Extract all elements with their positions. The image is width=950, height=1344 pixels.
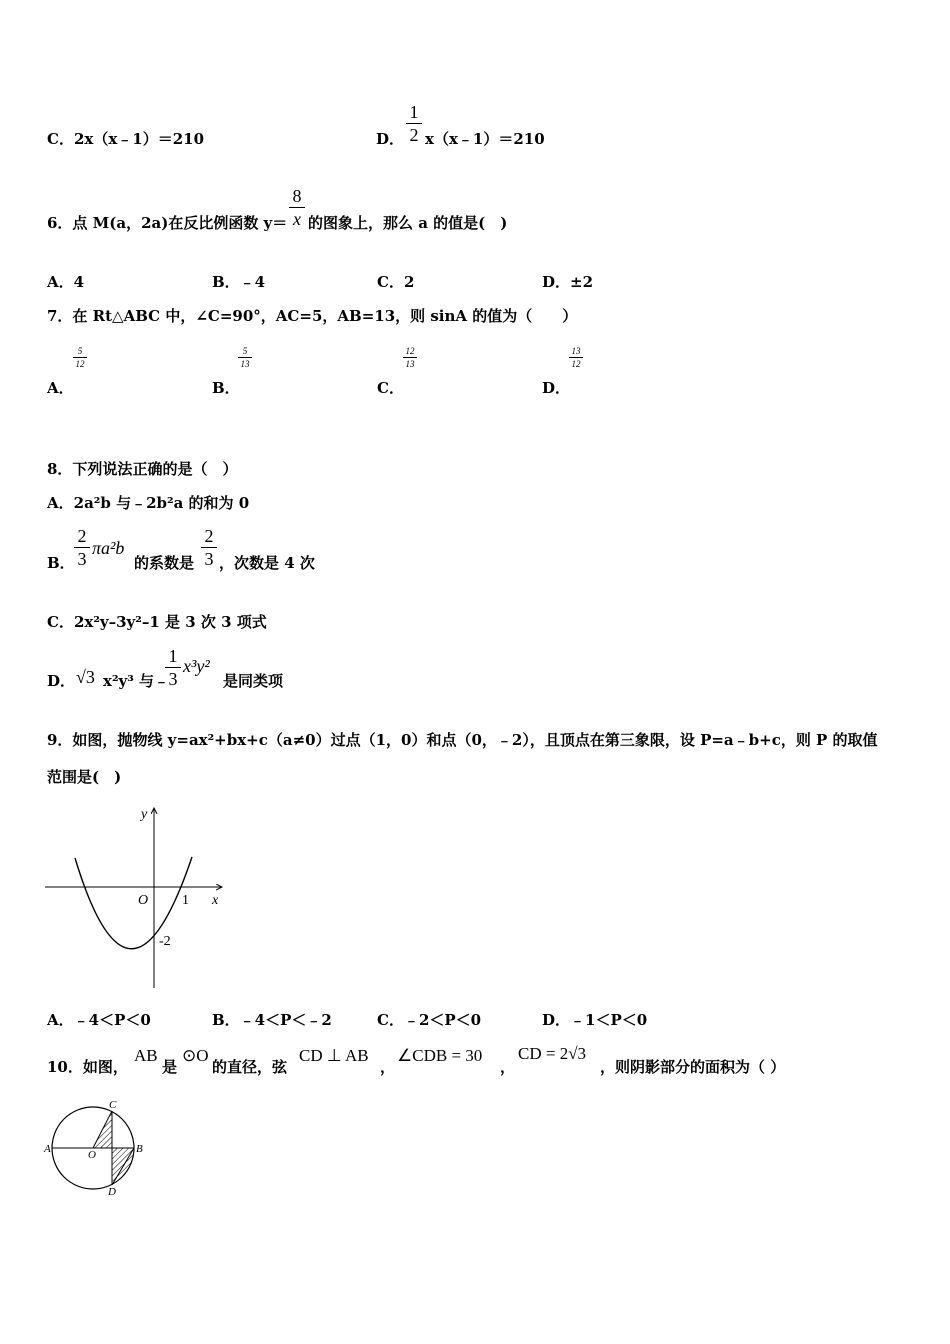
q10-stem-part-1: 10．如图， [47,1058,128,1076]
q8-stem: 8．下列说法正确的是（ ） [47,460,238,478]
q10-stem-part-4: ， [380,1058,396,1076]
q7-option-d-label: D． [542,379,571,397]
q9-option-c: C．﹣2＜P＜0 [377,1011,482,1029]
q6-fraction-numerator: 8 [292,186,302,206]
q6-fraction-denominator: x [293,209,301,229]
q7-stem: 7．在 Rt△ABC 中，∠C=90°，AC=5，AB=13，则 sinA 的值为（ ） [47,307,578,325]
q8-option-d-numerator: 1 [168,646,178,666]
q6-fraction [289,186,305,229]
q7-option-b-label: B． [212,379,240,397]
q7-option-a-numerator: 5 [77,346,83,356]
q6-stem-prefix: 6．点 M(a，2a)在反比例函数 y＝ [47,214,288,232]
q9-stem-line-2: 范围是( ) [47,768,122,786]
q9-option-b: B．﹣4＜P＜﹣2 [212,1011,332,1029]
q8-option-b-numerator-2: 2 [204,526,214,546]
q8-option-b-numerator: 2 [77,526,87,546]
q7-option-c-numerator: 12 [405,346,415,356]
q8-option-b-fraction [74,526,90,569]
q7-option-a-fraction [73,346,87,369]
q8-option-d-sqrt: √3 [76,667,95,687]
q5-option-c: C．2x（x﹣1）＝210 [47,130,205,148]
q5-option-d-denominator: 2 [409,125,419,145]
q10-circle-figure [40,1095,160,1205]
q6-option-c: C．2 [377,273,415,291]
q6-option-b: B．﹣4 [212,273,266,291]
x-axis-label: x [212,893,219,908]
q7-option-a-denominator: 12 [75,359,85,369]
q8-option-d-tail: 是同类项 [223,672,284,690]
q5-option-d-fraction [406,102,422,145]
q9-option-d: D．﹣1＜P＜0 [542,1011,648,1029]
q7-option-b-denominator: 13 [240,359,250,369]
point-d-label: D [108,1186,116,1198]
q10-stem-part-2: 是 [162,1058,178,1076]
q5-option-d-numerator: 1 [409,102,419,122]
q9-option-a: A．﹣4＜P＜0 [47,1011,151,1029]
q8-option-b-tail: ，次数是 4 次 [219,554,315,572]
q7-option-d-fraction [569,346,583,369]
q8-option-d-fraction [165,646,181,689]
q8-option-b-denominator: 3 [77,549,87,569]
q10-stem-part-6: ，则阴影部分的面积为（ ） [600,1058,786,1076]
y-axis-label: y [141,807,148,822]
q9-parabola-graph [40,800,240,995]
q8-option-d-denominator: 3 [168,669,178,689]
q10-circle-o: ⊙O [182,1046,209,1065]
q8-option-a: A．2a²b 与﹣2b²a 的和为 0 [47,494,250,512]
q8-option-b-fraction-2 [201,526,217,569]
q6-stem-suffix: 的图象上，那么 a 的值是( ) [308,214,508,232]
q10-stem-part-5: ， [500,1058,516,1076]
q9-stem-line-1: 9．如图，抛物线 y=ax²+bx+c（a≠0）过点（1，0）和点（0，﹣2），且顶点在第三象限，设 P=a﹣b+c，则 P 的取值 [47,731,878,749]
q5-option-d-label: D． [376,130,405,148]
q5-option-d-text: x（x﹣1）＝210 [425,130,545,148]
point-b-label: B [136,1143,143,1155]
q8-option-b-denominator-2: 3 [204,549,214,569]
q10-cd-length: CD = 2√3 [518,1044,587,1063]
q10-stem-part-3: 的直径，弦 [212,1058,288,1076]
q10-cd-perp-ab: CD ⊥ AB [299,1046,369,1065]
q7-option-b-fraction [238,346,252,369]
q8-option-c: C．2x²y–3y²–1 是 3 次 3 项式 [47,613,267,631]
q7-option-a-label: A． [47,379,74,397]
q7-option-c-denominator: 13 [405,359,415,369]
point-a-label: A [44,1143,51,1155]
parabola-curve [75,857,192,949]
q7-option-b-numerator: 5 [242,346,248,356]
q8-option-b-expression: πa²b [92,538,125,558]
q7-option-d-numerator: 13 [571,346,581,356]
x-intercept-label: 1 [182,893,189,908]
q7-option-c-fraction [403,346,417,369]
y-intercept-label: -2 [159,934,171,949]
origin-label: O [138,893,149,908]
point-o-label: O [88,1149,96,1161]
q10-angle-cdb: ∠CDB = 30 [397,1046,483,1065]
q6-option-d: D．±2 [542,273,594,291]
q8-option-b-middle: 的系数是 [134,554,195,572]
q8-option-d-expression: x³y² [183,656,210,676]
q8-option-b-label: B． [47,554,75,572]
q8-option-d-middle: x²y³ 与﹣ [103,672,170,690]
q10-ab: AB [134,1046,158,1065]
point-c-label: C [109,1099,117,1111]
q8-option-d-label: D． [47,672,76,690]
q7-option-d-denominator: 12 [571,359,581,369]
q7-option-c-label: C． [377,379,404,397]
q6-option-a: A．4 [47,273,85,291]
